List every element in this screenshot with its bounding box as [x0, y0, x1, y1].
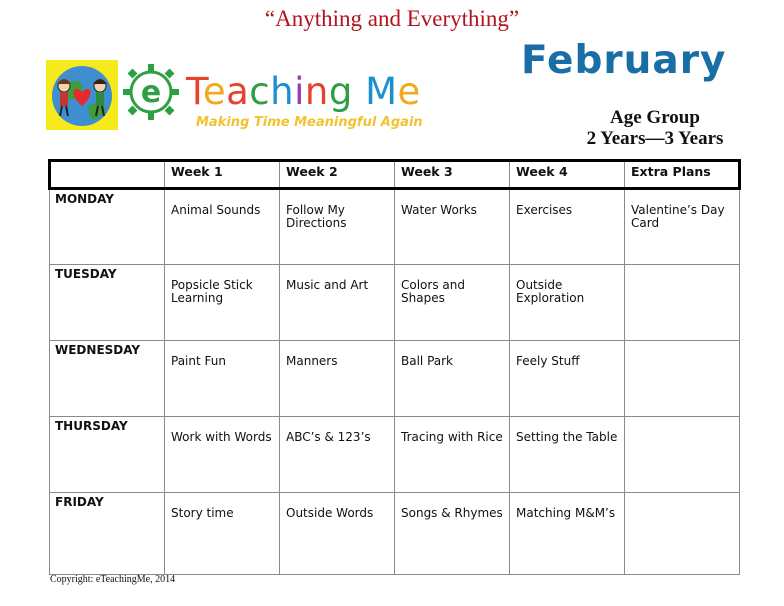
brand-letter: T: [186, 70, 203, 113]
activity-cell: Paint Fun: [165, 341, 280, 417]
brand-letter: e: [202, 70, 227, 113]
lesson-plan-table: [48, 159, 741, 575]
brand-name: [186, 70, 421, 114]
column-header: Extra Plans: [625, 161, 740, 189]
activity-cell: ABC’s & 123’s: [280, 417, 395, 493]
activity-cell: Tracing with Rice: [395, 417, 510, 493]
activity-cell: Colors and Shapes: [395, 265, 510, 341]
brand-letter: e: [397, 70, 421, 113]
column-header: [50, 161, 165, 189]
brand-letter: h: [270, 70, 295, 113]
day-label: TUESDAY: [50, 265, 165, 341]
table-row: [50, 265, 740, 341]
activity-cell: Work with Words: [165, 417, 280, 493]
column-header: Week 3: [395, 161, 510, 189]
brand-letter: g: [328, 70, 353, 113]
activity-cell: Music and Art: [280, 265, 395, 341]
table-row: [50, 417, 740, 493]
logo-image: [46, 60, 118, 130]
activity-cell: Outside Words: [280, 493, 395, 575]
brand-letter: c: [249, 70, 271, 113]
day-label: WEDNESDAY: [50, 341, 165, 417]
brand-letter: i: [294, 70, 305, 113]
table-row: [50, 493, 740, 575]
activity-cell: Exercises: [510, 189, 625, 265]
activity-cell: Valentine’s Day Card: [625, 189, 740, 265]
day-label: FRIDAY: [50, 493, 165, 575]
brand-letter: M: [365, 70, 398, 113]
day-label: MONDAY: [50, 189, 165, 265]
activity-cell: Manners: [280, 341, 395, 417]
activity-cell: Setting the Table: [510, 417, 625, 493]
age-group-label: Age Group: [610, 107, 700, 128]
gear-e-icon: [121, 62, 181, 122]
table-row: [50, 341, 740, 417]
activity-cell: Matching M&M’s: [510, 493, 625, 575]
activity-cell: Songs & Rhymes: [395, 493, 510, 575]
kids-globe-icon: [46, 60, 118, 130]
activity-cell: Outside Exploration: [510, 265, 625, 341]
activity-cell: Animal Sounds: [165, 189, 280, 265]
age-group-range: 2 Years—3 Years: [586, 128, 724, 149]
activity-cell: [625, 417, 740, 493]
brand-letter: a: [226, 70, 250, 113]
activity-cell: Ball Park: [395, 341, 510, 417]
table-row: [50, 189, 740, 265]
age-group: [560, 107, 750, 149]
brand-letter: n: [304, 70, 329, 113]
activity-cell: Follow My Directions: [280, 189, 395, 265]
activity-cell: Popsicle Stick Learning: [165, 265, 280, 341]
activity-cell: Story time: [165, 493, 280, 575]
activity-cell: Water Works: [395, 189, 510, 265]
activity-cell: [625, 341, 740, 417]
gear-letter: e: [140, 75, 162, 110]
day-label: THURSDAY: [50, 417, 165, 493]
tagline: “Anything and Everything”: [264, 6, 520, 31]
month-title: February: [521, 38, 727, 83]
brand-letter: [353, 70, 365, 113]
activity-cell: [625, 493, 740, 575]
activity-cell: Feely Stuff: [510, 341, 625, 417]
column-header: Week 1: [165, 161, 280, 189]
column-header: Week 2: [280, 161, 395, 189]
column-header: Week 4: [510, 161, 625, 189]
copyright-notice: Copyright: eTeachingMe, 2014: [50, 574, 176, 585]
activity-cell: [625, 265, 740, 341]
table-header-row: [50, 161, 740, 189]
brand-slogan: Making Time Meaningful Again: [196, 115, 423, 130]
